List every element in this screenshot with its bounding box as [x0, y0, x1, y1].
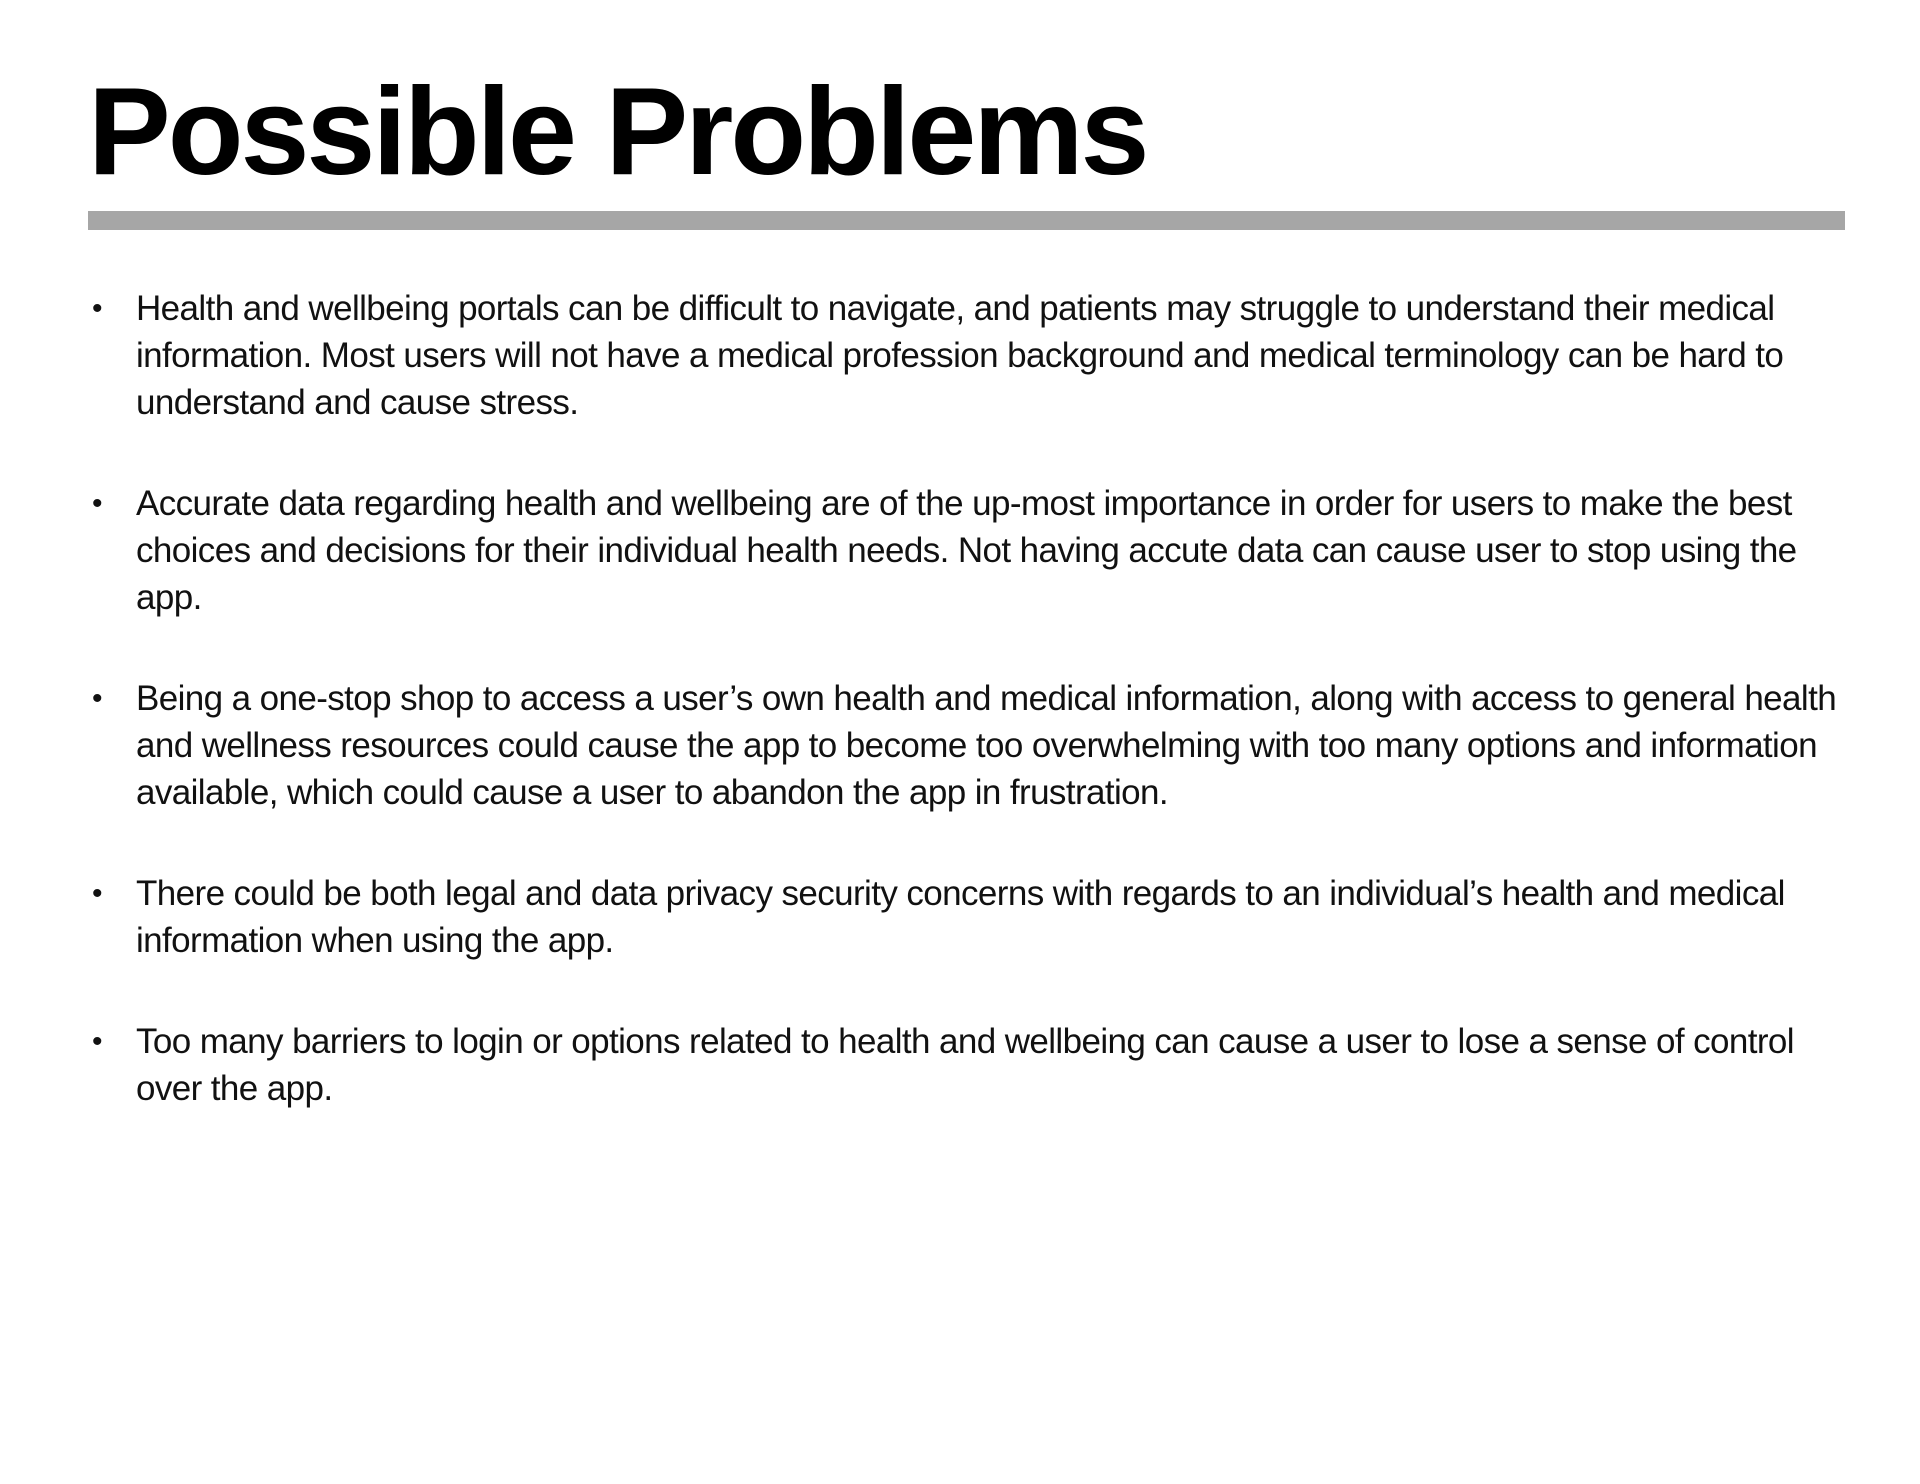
bullet-dot-icon: • [92, 1025, 102, 1058]
bullet-dot-icon: • [92, 487, 102, 520]
bullet-item [88, 285, 1848, 426]
bullet-text: Accurate data regarding health and wellbeing are of the up-most importance in order for users to make the best choices and decisions for their individual health needs. Not having accute data can cause user to stop using the app. [136, 484, 1797, 617]
bullet-list [88, 285, 1848, 1166]
title-divider [88, 211, 1845, 230]
bullet-text: Too many barriers to login or options related to health and wellbeing can cause a user to lose a sense of control over the app. [136, 1022, 1794, 1108]
bullet-text: There could be both legal and data privacy security concerns with regards to an individual’s health and medical information when using the app. [136, 874, 1785, 960]
bullet-dot-icon: • [92, 682, 102, 715]
bullet-item [88, 480, 1848, 621]
page-title: Possible Problems [88, 63, 1147, 201]
bullet-text: Being a one-stop shop to access a user’s own health and medical information, along with access to general health and wellness resources could cause the app to become too overwhelming with too many options and information available, which could cause a user to abandon the app in frustration. [136, 679, 1837, 812]
bullet-dot-icon: • [92, 292, 102, 325]
bullet-item [88, 675, 1848, 816]
bullet-item [88, 870, 1848, 964]
bullet-text: Health and wellbeing portals can be difficult to navigate, and patients may struggle to understand their medical information. Most users will not have a medical profession background and medical terminology can be hard to understand and cause stress. [136, 289, 1784, 422]
bullet-dot-icon: • [92, 877, 102, 910]
bullet-item [88, 1018, 1848, 1112]
